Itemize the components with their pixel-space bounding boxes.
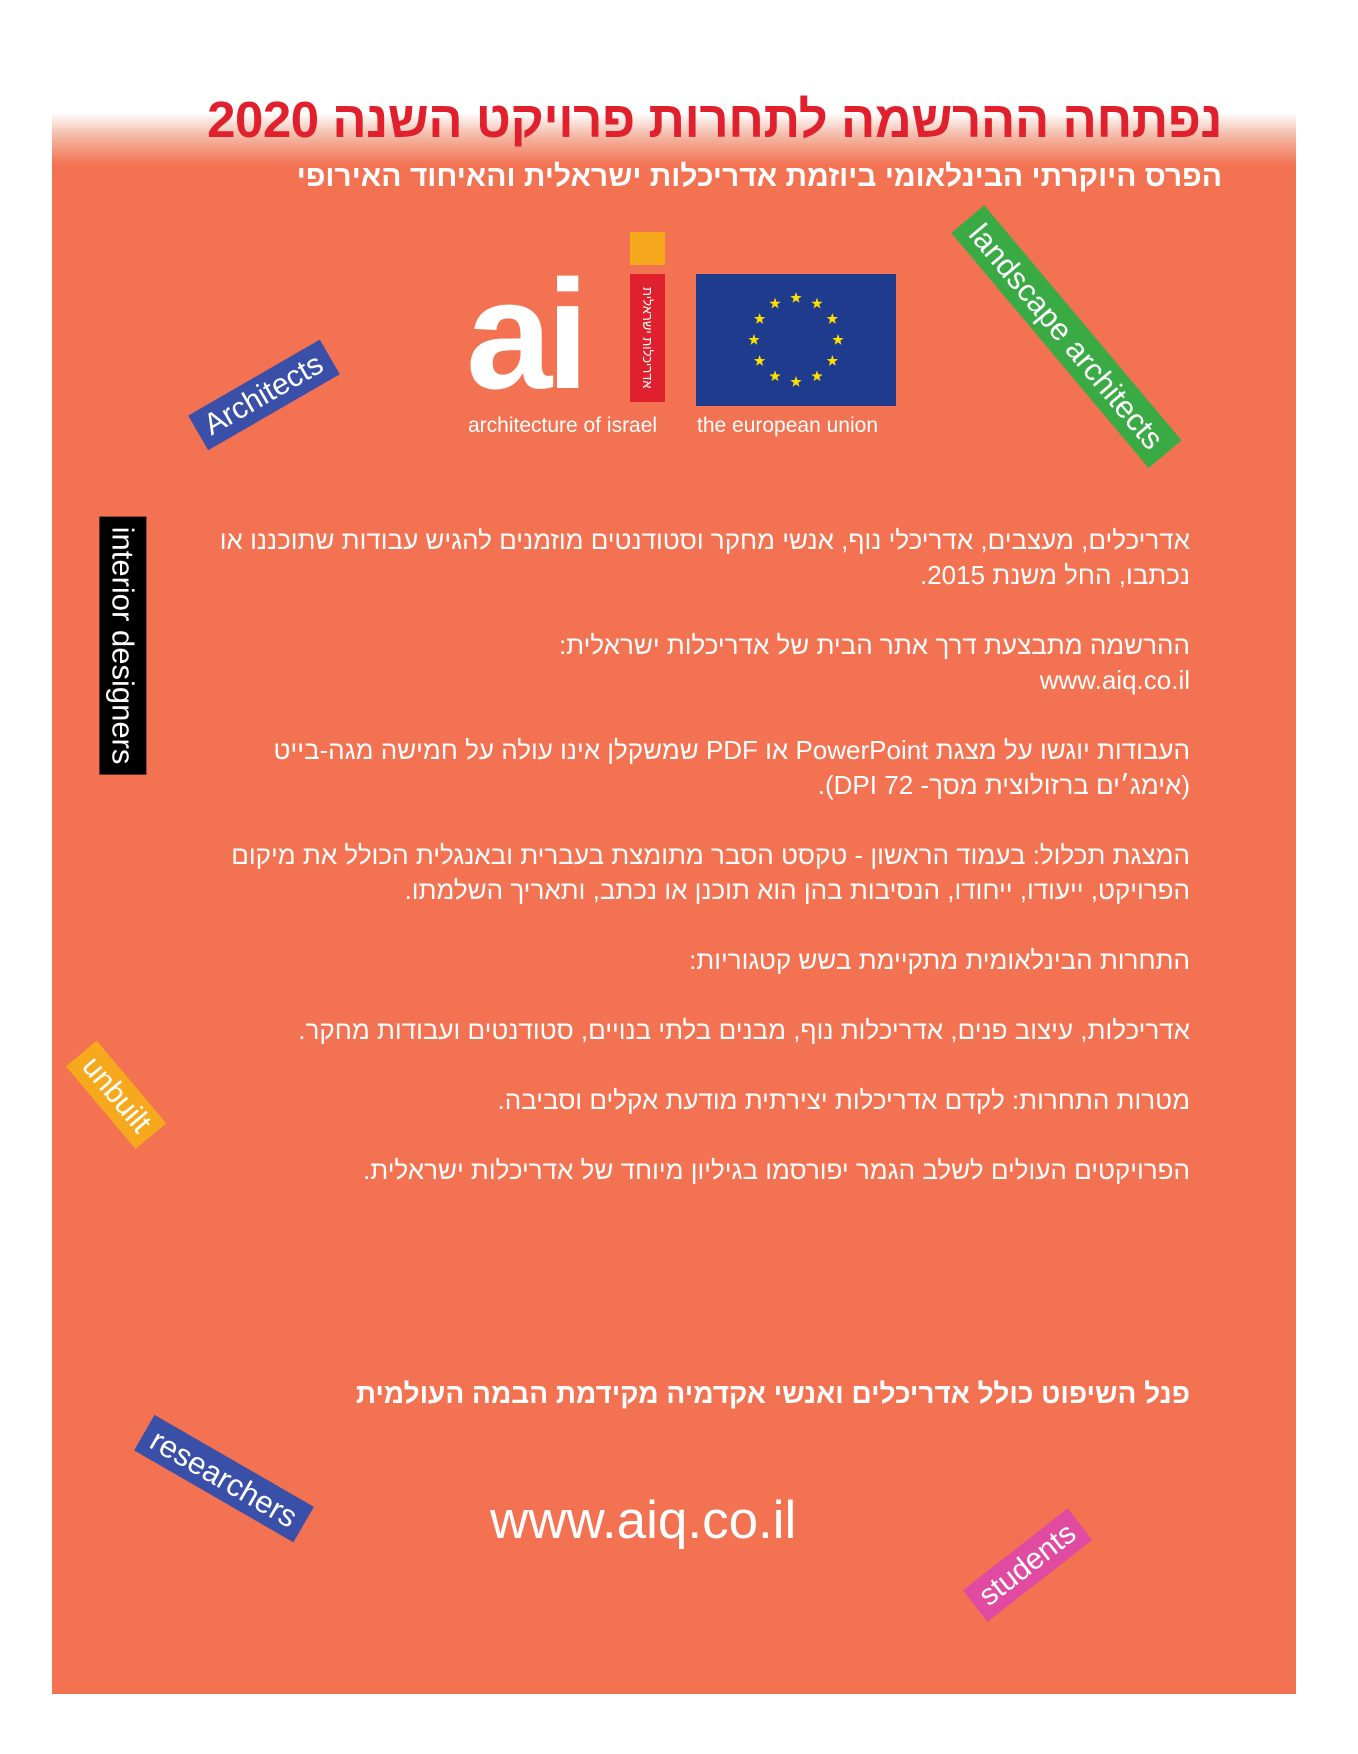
page-title: נפתחה ההרשמה לתחרות פרויקט השנה 2020 [207,91,1222,148]
paragraph-categories: אדריכלות, עיצוב פנים, אדריכלות נוף, מבנים בלתי בנויים, סטודנטים ועבודות מחקר. [298,1015,1190,1045]
jury-statement: פנל השיפוט כולל אדריכלים ואנשי אקדמיה מקידמת הבמה העולמית [355,1378,1190,1409]
paragraph-registration [180,628,1190,698]
paragraph-categories-intro: התחרות הבינלאומית מתקיימת בשש קטגוריות: [689,945,1190,975]
registration-text: ההרשמה מתבצעת דרך אתר הבית של אדריכלות ישראלית: [558,630,1190,660]
body-text [180,523,1190,1223]
paragraph-goals: מטרות התחרות: לקדם אדריכלות יצירתית מודעת אקלים וסביבה. [497,1085,1190,1115]
tag-architects: Architects [188,340,339,451]
tag-students: students [963,1508,1093,1622]
ai-logo-dot [630,232,665,265]
paragraph-invite: אדריכלים, מעצבים, אדריכלי נוף, אנשי מחקר וסטודנטים מוזמנים להגיש עבודות שתוכננו או נכתבו, החל משנת 2015. [219,525,1190,590]
paragraph-contents: המצגת תכלול: בעמוד הראשון - טקסט הסבר מתומצת בעברית ובאנגלית הכולל את מיקום הפרויקט, ייעודו, ייחודו, הנסיבות בהן הוא תוכנן או נכתב, ותאריך השלמתו. [231,840,1190,905]
logos-group [466,232,906,442]
tag-unbuilt: unbuilt [66,1041,166,1150]
paragraph-format: העבודות יוגשו על מצגת PowerPoint או PDF שמשקלן אינו עולה על חמישה מגה-בייט (אימג׳ים ברזולוצית מסך- 72 DPI). [273,735,1190,800]
page-subtitle: הפרס היוקרתי הבינלאומי ביוזמת אדריכלות ישראלית והאיחוד האירופי [296,160,1222,193]
ai-logo-letters: ai [466,248,584,421]
registration-url[interactable]: www.aiq.co.il [1039,665,1190,695]
ai-logo-redbar [630,274,665,402]
tag-researchers: researchers [134,1415,314,1542]
footer-url[interactable]: www.aiq.co.il [490,1491,797,1550]
tag-interior-designers: interior designers [99,517,146,775]
tag-landscape-architects: landscape architects [951,205,1181,468]
ai-logo-caption: architecture of israel [468,414,658,437]
ai-logo-vertical-text: אדריכלות ישראלית [640,287,655,389]
eu-caption: the european union [697,414,878,437]
eu-flag-icon [696,274,896,406]
paragraph-publication: הפרויקטים העולים לשלב הגמר יפורסמו בגיליון מיוחד של אדריכלות ישראלית. [363,1155,1190,1185]
